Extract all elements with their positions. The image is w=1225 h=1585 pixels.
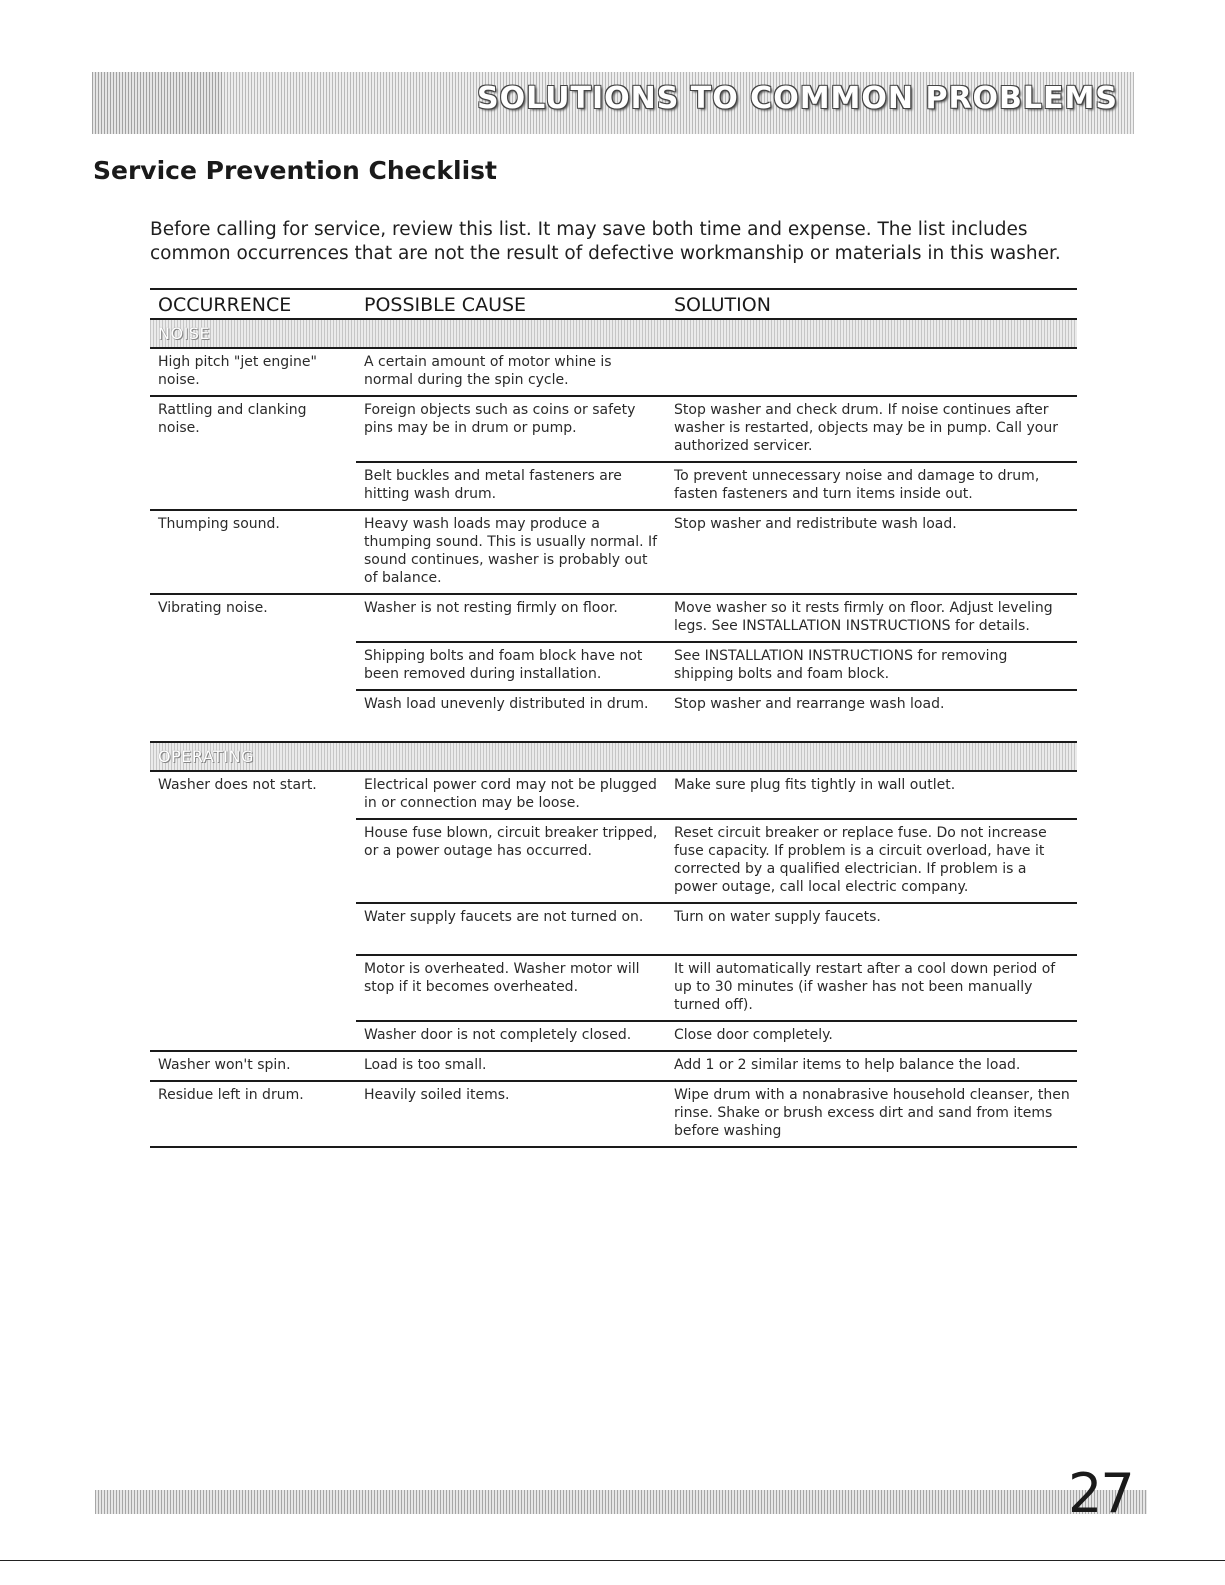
cause-cell: Heavily soiled items. bbox=[356, 1081, 666, 1147]
occurrence-cell bbox=[150, 690, 356, 742]
column-header-solution: SOLUTION bbox=[666, 289, 1077, 319]
table-row bbox=[150, 1051, 1077, 1081]
cause-cell: Load is too small. bbox=[356, 1051, 666, 1081]
cause-cell: A certain amount of motor whine is normal during the spin cycle. bbox=[364, 354, 612, 388]
column-header-cause: POSSIBLE CAUSE bbox=[356, 289, 666, 319]
table-row bbox=[150, 690, 1077, 742]
cause-cell: Wash load unevenly distributed in drum. bbox=[356, 690, 666, 742]
cause-cell: Washer door is not completely closed. bbox=[356, 1021, 666, 1051]
table-row bbox=[150, 642, 1077, 690]
solution-cell: It will automatically restart after a cool down period of up to 30 minutes (if washer has not been manually turned off). bbox=[666, 955, 1077, 1021]
solution-cell bbox=[666, 348, 1077, 396]
page-number: 27 bbox=[1068, 1462, 1133, 1525]
cause-cell: Water supply faucets are not turned on. bbox=[356, 903, 666, 955]
table-row bbox=[150, 510, 1077, 594]
solution-cell: Close door completely. bbox=[666, 1021, 1077, 1051]
solution-cell: See INSTALLATION INSTRUCTIONS for removing shipping bolts and foam block. bbox=[666, 642, 1077, 690]
group-label: NOISE bbox=[150, 319, 1077, 348]
table-header-row bbox=[150, 289, 1077, 319]
solution-cell: Wipe drum with a nonabrasive household cleanser, then rinse. Shake or brush excess dirt and sand from items before washing bbox=[666, 1081, 1077, 1147]
occurrence-cell: Rattling and clanking noise. bbox=[150, 396, 356, 462]
cause-cell: Heavy wash loads may produce a thumping sound. This is usually normal. If sound continues, washer is probably out of balance. bbox=[356, 510, 666, 594]
cause-cell: Belt buckles and metal fasteners are hitting wash drum. bbox=[356, 462, 666, 510]
section-banner bbox=[92, 72, 1134, 134]
solution-cell: Turn on water supply faucets. bbox=[666, 903, 1077, 955]
footer-strip bbox=[95, 1490, 1147, 1514]
cause-cell: Foreign objects such as coins or safety pins may be in drum or pump. bbox=[356, 396, 666, 462]
page-title: Service Prevention Checklist bbox=[93, 156, 498, 185]
table-row bbox=[150, 819, 1077, 903]
table-row bbox=[150, 1021, 1077, 1051]
occurrence-cell bbox=[150, 642, 356, 690]
occurrence-cell: Residue left in drum. bbox=[150, 1081, 356, 1147]
table-row bbox=[150, 462, 1077, 510]
solution-cell: Stop washer and redistribute wash load. bbox=[666, 510, 1077, 594]
checklist-table bbox=[150, 288, 1077, 1148]
table-row bbox=[150, 1081, 1077, 1147]
solution-cell: Reset circuit breaker or replace fuse. Do not increase fuse capacity. If problem is a circuit overload, have it corrected by a qualified electrician. If problem is a power outage, call local electric company. bbox=[666, 819, 1077, 903]
group-row-operating bbox=[150, 742, 1077, 771]
table-row bbox=[150, 396, 1077, 462]
occurrence-cell: Washer won't spin. bbox=[150, 1051, 356, 1081]
page-edge-rule bbox=[0, 1560, 1225, 1561]
occurrence-cell bbox=[150, 903, 356, 955]
solution-cell: Move washer so it rests firmly on floor. Adjust leveling legs. See INSTALLATION INSTRUCTIONS for details. bbox=[666, 594, 1077, 642]
table-row bbox=[150, 955, 1077, 1021]
cause-cell: Motor is overheated. Washer motor will stop if it becomes overheated. bbox=[356, 955, 666, 1021]
occurrence-cell: High pitch "jet engine" noise. bbox=[158, 354, 317, 388]
occurrence-cell: Washer does not start. bbox=[158, 777, 317, 793]
column-header-occurrence: OCCURRENCE bbox=[150, 289, 356, 319]
occurrence-cell bbox=[150, 819, 356, 903]
group-row-noise bbox=[150, 319, 1077, 348]
cause-cell: Washer is not resting firmly on floor. bbox=[356, 594, 666, 642]
solution-cell: Stop washer and rearrange wash load. bbox=[666, 690, 1077, 742]
intro-paragraph: Before calling for service, review this list. It may save both time and expense. The list includes common occurrences that are not the result of defective workmanship or materials in this washer. bbox=[150, 219, 1061, 264]
occurrence-cell bbox=[150, 1021, 356, 1051]
solution-cell: To prevent unnecessary noise and damage to drum, fasten fasteners and turn items inside out. bbox=[666, 462, 1077, 510]
table-row bbox=[150, 594, 1077, 642]
cause-cell: Electrical power cord may not be plugged in or connection may be loose. bbox=[364, 777, 657, 811]
cause-cell: Shipping bolts and foam block have not been removed during installation. bbox=[356, 642, 666, 690]
solution-cell: Make sure plug fits tightly in wall outlet. bbox=[674, 777, 956, 793]
solution-cell: Stop washer and check drum. If noise continues after washer is restarted, objects may be in pump. Call your authorized servicer. bbox=[666, 396, 1077, 462]
table-row bbox=[150, 771, 1077, 819]
table-row bbox=[150, 903, 1077, 955]
occurrence-cell bbox=[150, 462, 356, 510]
occurrence-cell bbox=[150, 955, 356, 1021]
cause-cell: House fuse blown, circuit breaker tripped, or a power outage has occurred. bbox=[356, 819, 666, 903]
banner-title: SOLUTIONS TO COMMON PROBLEMS bbox=[476, 81, 1118, 116]
table-row bbox=[150, 348, 1077, 396]
occurrence-cell: Vibrating noise. bbox=[150, 594, 356, 642]
occurrence-cell: Thumping sound. bbox=[150, 510, 356, 594]
group-label: OPERATING bbox=[150, 742, 1077, 771]
solution-cell: Add 1 or 2 similar items to help balance the load. bbox=[666, 1051, 1077, 1081]
